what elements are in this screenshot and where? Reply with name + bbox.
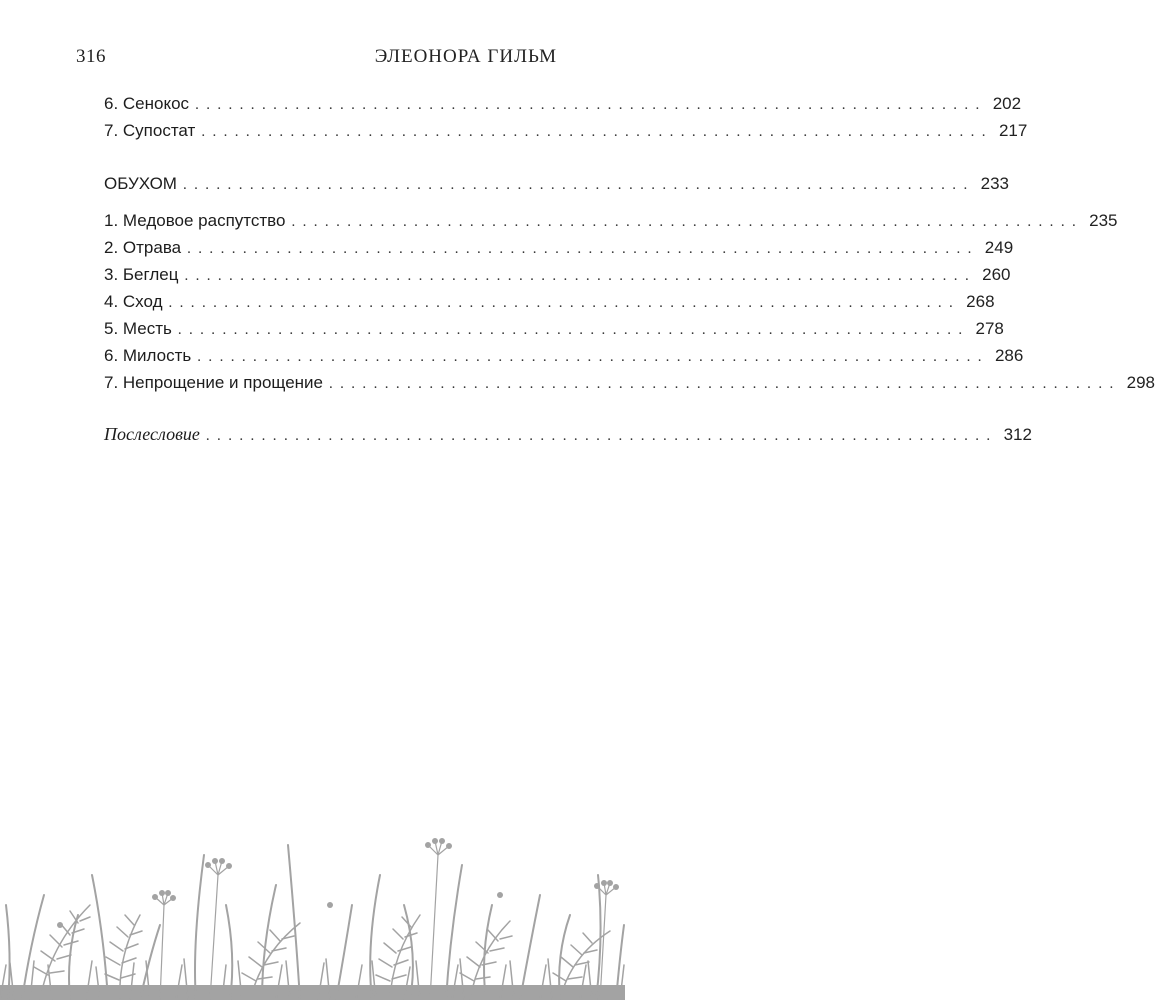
table-of-contents bbox=[104, 90, 1155, 448]
toc-afterword-entry[interactable] bbox=[104, 421, 1032, 448]
toc-entry[interactable] bbox=[104, 288, 995, 315]
toc-entry-page: 202 bbox=[992, 94, 1022, 113]
dot-leader: ....................................................................... bbox=[201, 124, 993, 140]
toc-entry-title: 6. Милость bbox=[104, 346, 192, 365]
dot-leader: ....................................................................... bbox=[177, 322, 970, 338]
toc-entry[interactable] bbox=[104, 315, 1004, 342]
toc-entry[interactable] bbox=[104, 261, 1011, 288]
dot-leader: ....................................................................... bbox=[205, 428, 998, 444]
dot-leader: ....................................................................... bbox=[328, 376, 1121, 392]
dot-leader: ....................................................................... bbox=[184, 268, 977, 284]
section-spacer bbox=[104, 144, 534, 170]
dot-leader: ....................................................................... bbox=[168, 295, 961, 311]
dot-leader: ....................................................................... bbox=[187, 241, 979, 257]
page-number: 316 bbox=[76, 46, 106, 67]
toc-entry[interactable] bbox=[104, 342, 1024, 369]
toc-entry-title: 7. Супостат bbox=[104, 121, 196, 140]
page-header bbox=[76, 46, 557, 76]
toc-entry-title: 6. Сенокос bbox=[104, 94, 190, 113]
dot-leader: ....................................................................... bbox=[197, 349, 989, 365]
toc-entry[interactable] bbox=[104, 207, 1118, 234]
toc-entry-page: 298 bbox=[1126, 373, 1155, 392]
dot-leader: ....................................................................... bbox=[182, 177, 975, 193]
toc-entry-page: 260 bbox=[982, 265, 1011, 284]
toc-entry-page: 249 bbox=[984, 238, 1014, 257]
toc-entry-title: 1. Медовое распутство bbox=[104, 211, 286, 230]
toc-entry-page: 217 bbox=[998, 121, 1028, 140]
toc-entry-page: 268 bbox=[966, 292, 995, 311]
toc-afterword-title: Послесловие bbox=[104, 424, 200, 444]
toc-entry-title: 5. Месть bbox=[104, 319, 172, 338]
dot-leader: ....................................................................... bbox=[291, 214, 1084, 230]
toc-part-title: ОБУХОМ bbox=[104, 174, 177, 193]
toc-entry[interactable] bbox=[104, 117, 1028, 144]
toc-entry[interactable] bbox=[104, 90, 1022, 117]
toc-entry-page: 312 bbox=[1003, 425, 1032, 444]
toc-entry-page: 235 bbox=[1089, 211, 1118, 230]
toc-entry-page: 286 bbox=[994, 346, 1024, 365]
toc-entry[interactable] bbox=[104, 369, 1155, 396]
toc-part-entry[interactable] bbox=[104, 170, 1009, 197]
section-spacer bbox=[104, 396, 534, 421]
toc-entry-page: 233 bbox=[980, 174, 1009, 193]
toc-entry-title: 4. Сход bbox=[104, 292, 163, 311]
toc-entry-title: 3. Беглец bbox=[104, 265, 179, 284]
toc-entry-title: 2. Отрава bbox=[104, 238, 182, 257]
grass-silhouette-icon bbox=[0, 835, 625, 1000]
toc-entry[interactable] bbox=[104, 234, 1014, 261]
running-head-author: ЭЛЕОНОРА ГИЛЬМ bbox=[374, 46, 557, 67]
dot-leader: ....................................................................... bbox=[195, 97, 987, 113]
toc-entry-title: 7. Непрощение и прощение bbox=[104, 373, 323, 392]
toc-entry-page: 278 bbox=[975, 319, 1004, 338]
